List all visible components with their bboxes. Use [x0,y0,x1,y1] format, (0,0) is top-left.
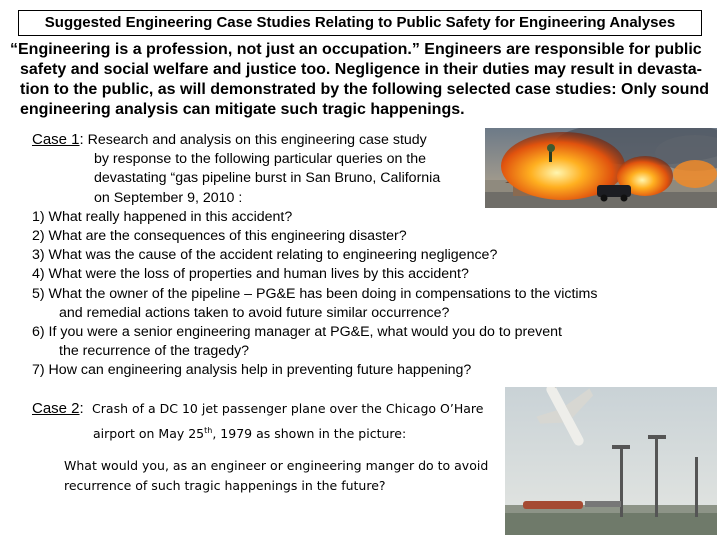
case1-question: 6) If you were a senior engineering manager at PG&E, what would you do to prevent [32,324,562,341]
case1-question: 5) What the owner of the pipeline – PG&E has been doing in compensations to the victims [32,285,598,302]
case2-question [64,456,514,496]
case1-line: by response to the following particular queries on the [94,151,427,168]
intro-line: engineering analysis can mitigate such tragic happenings. [20,101,465,118]
intro-paragraph [10,40,714,120]
case1-label: Case 1 [32,131,80,148]
case2-superscript: th [204,426,213,435]
case1-question: and remedial actions taken to avoid future similar occurrence? [59,304,450,321]
case1-question: 1) What really happened in this accident? [32,208,293,225]
case1-question: 3) What was the cause of the accident relating to engineering negligence? [32,247,498,264]
case1-line: Research and analysis on this engineering case study [83,132,427,148]
case1-question: 2) What are the consequences of this engineering disaster? [32,228,407,245]
case2-question-line: What would you, as an engineer or engineering manger do to avoid [64,458,489,473]
case2-question-line: recurrence of such tragic happenings in the future? [64,478,386,493]
intro-line: “Engineering is a profession, not just an occupation.” Engineers are responsible for public [10,41,702,58]
intro-line: safety and social welfare and justice too. Negligence in their duties may result in devasta- [20,61,702,78]
intro-line: tion to the public, as will demonstrated by the following selected case studies: Only sound [20,81,709,98]
plane-photo-drawing [505,387,717,535]
case2-section [32,398,502,445]
case2-line: , 1979 as shown in the picture: [212,426,407,442]
case1-question: 4) What were the loss of properties and human lives by this accident? [32,266,469,283]
case2-label: Case 2 [32,400,80,417]
case1-line: on September 9, 2010 : [94,189,243,206]
fire-photo-drawing [485,128,717,208]
case1-colon: : [79,131,84,148]
dc10-crash-photo [505,387,717,535]
san-bruno-fire-photo [485,128,717,208]
case1-question: 7) How can engineering analysis help in preventing future happening? [32,362,472,379]
page-title: Suggested Engineering Case Studies Relating to Public Safety for Engineering Analyses [18,10,702,36]
case1-line: devastating “gas pipeline burst in San Bruno, California [94,170,441,187]
case2-line: airport on May 25 [93,426,205,442]
case2-line: Crash of a DC 10 jet passenger plane over the Chicago O’Hare [92,401,484,416]
case1-question: the recurrence of the tragedy? [59,343,250,360]
case2-colon: : [79,400,84,417]
